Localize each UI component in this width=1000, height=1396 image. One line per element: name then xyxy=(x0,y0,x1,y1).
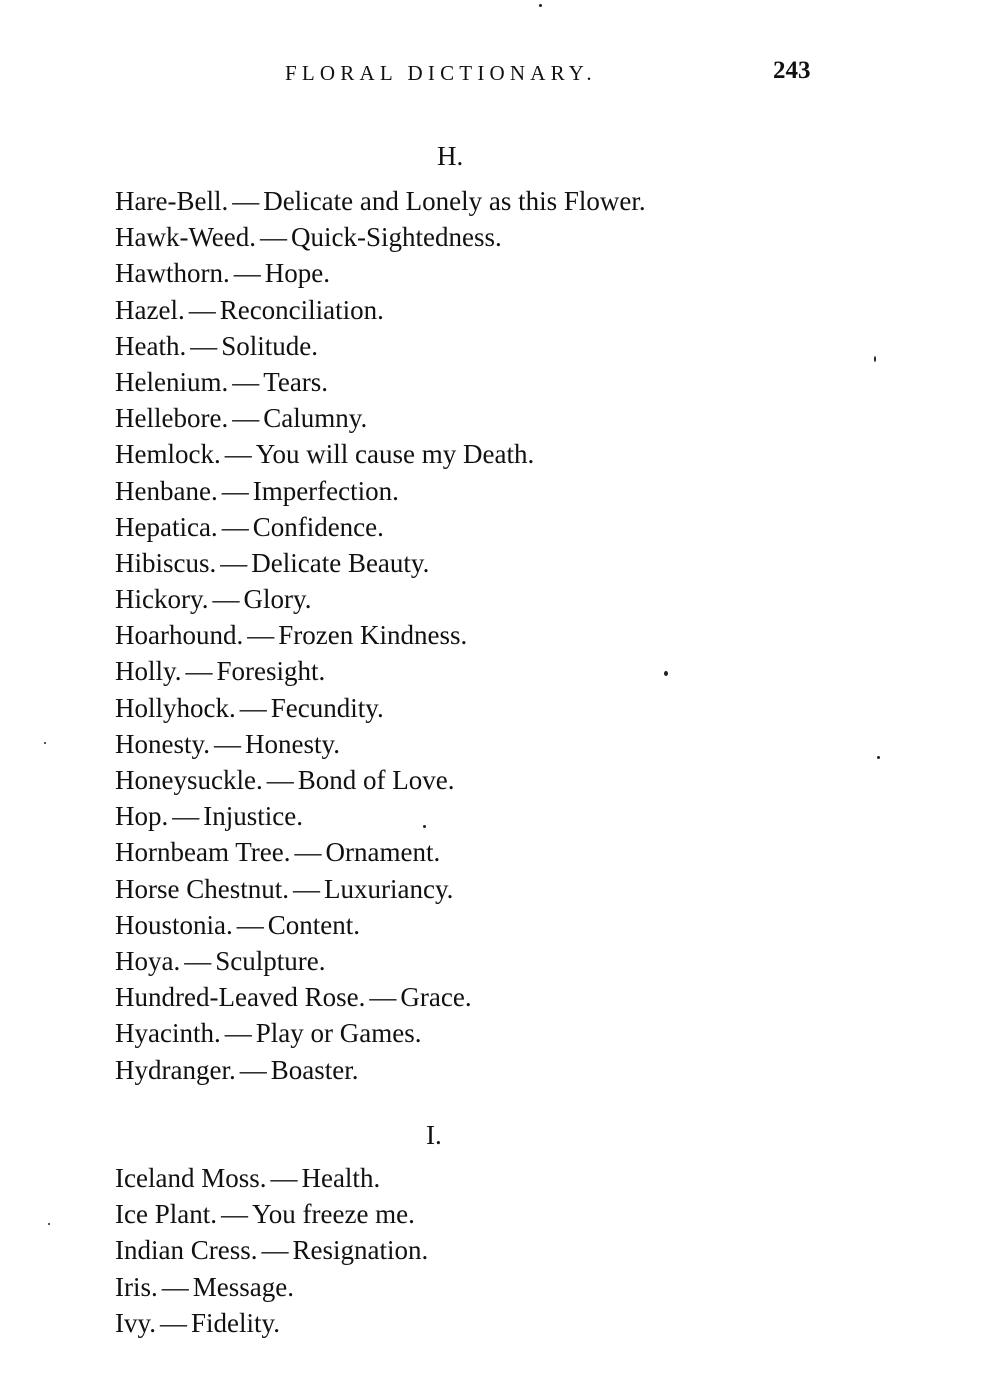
print-speck xyxy=(44,742,46,744)
section-letter-i: I. xyxy=(426,1120,442,1150)
entry-term: Hundred-Leaved Rose. xyxy=(115,982,366,1013)
entry-meaning: Hope. xyxy=(264,258,330,289)
entry-term: Holly. xyxy=(115,656,182,687)
dictionary-entry xyxy=(115,907,646,943)
entry-term: Hare-Bell. xyxy=(115,186,229,216)
entry-meaning: Reconciliation. xyxy=(219,294,384,325)
dictionary-entry xyxy=(115,436,646,472)
entry-term: Hazel. xyxy=(115,294,185,325)
dictionary-entry xyxy=(115,690,646,726)
print-speck xyxy=(877,756,880,759)
entry-term: Hyacinth. xyxy=(115,1018,221,1049)
dictionary-entry xyxy=(115,473,646,509)
entry-term: Houstonia. xyxy=(115,909,233,940)
dictionary-entry xyxy=(115,834,646,870)
dictionary-entry xyxy=(115,509,646,545)
dictionary-entry xyxy=(115,1052,646,1088)
dictionary-entry xyxy=(115,871,646,907)
entry-term: Ivy. xyxy=(115,1307,156,1338)
entry-meaning: You will cause my Death. xyxy=(255,439,535,470)
entry-term: Hornbeam Tree. xyxy=(115,837,291,868)
entry-term: Hoarhound. xyxy=(115,620,244,651)
entry-dash: — xyxy=(214,728,241,759)
entry-dash: — xyxy=(212,584,240,615)
entry-dash: — xyxy=(266,765,294,795)
entry-term: Hemlock. xyxy=(115,439,221,470)
entry-meaning: Foresight. xyxy=(216,656,326,687)
entry-term: Hickory. xyxy=(115,584,209,615)
dictionary-entry xyxy=(115,545,646,581)
dictionary-entry xyxy=(115,255,646,291)
entry-dash: — xyxy=(184,945,212,976)
running-head xyxy=(0,56,1000,90)
dictionary-entry xyxy=(115,943,646,979)
entry-dash: — xyxy=(185,656,213,687)
entry-dash: — xyxy=(172,801,200,832)
entry-meaning: Delicate Beauty. xyxy=(251,547,430,578)
section-letter-h: H. xyxy=(437,141,464,171)
entry-meaning: Injustice. xyxy=(203,801,303,832)
dictionary-entry xyxy=(115,292,646,328)
dictionary-entry xyxy=(115,617,646,653)
entry-list-i xyxy=(115,1160,428,1341)
entry-term: Ice Plant. xyxy=(115,1199,217,1230)
entry-dash: — xyxy=(220,547,248,578)
dictionary-entry xyxy=(115,1305,428,1341)
entry-dash: — xyxy=(232,186,260,216)
dictionary-entry xyxy=(115,183,646,219)
entry-term: Henbane. xyxy=(115,475,218,506)
entry-dash: — xyxy=(232,366,260,397)
entry-dash: — xyxy=(190,330,218,361)
entry-term: Hellebore. xyxy=(115,403,229,434)
entry-meaning: Frozen Kindness. xyxy=(278,620,468,651)
dictionary-entry xyxy=(115,581,646,617)
dictionary-entry xyxy=(115,762,646,798)
entry-dash: — xyxy=(161,1271,189,1302)
print-speck xyxy=(539,4,542,7)
entry-term: Horse Chestnut. xyxy=(115,873,289,904)
entry-term: Hibiscus. xyxy=(115,547,217,578)
entry-dash: — xyxy=(224,1018,252,1049)
entry-term: Hop. xyxy=(115,801,169,832)
dictionary-entry xyxy=(115,1015,646,1051)
print-speck xyxy=(874,356,876,362)
entry-dash: — xyxy=(221,475,249,506)
entry-meaning: Confidence. xyxy=(252,511,384,542)
dictionary-entry xyxy=(115,1269,428,1305)
entry-dash: — xyxy=(261,1235,289,1266)
entry-meaning: You freeze me. xyxy=(251,1199,415,1230)
entry-term: Indian Cress. xyxy=(115,1235,258,1266)
entry-term: Honesty. xyxy=(115,728,210,759)
print-speck xyxy=(423,825,426,828)
entry-dash: — xyxy=(232,403,260,434)
entry-meaning: Glory. xyxy=(243,584,312,615)
dictionary-entry xyxy=(115,364,646,400)
entry-term: Hepatica. xyxy=(115,511,218,542)
entry-dash: — xyxy=(224,439,252,470)
entry-dash: — xyxy=(160,1307,187,1338)
entry-dash: — xyxy=(233,258,261,289)
entry-term: Honeysuckle. xyxy=(115,765,263,795)
dictionary-entry xyxy=(115,653,646,689)
entry-dash: — xyxy=(247,620,275,651)
print-speck xyxy=(664,671,668,676)
entry-term: Hawthorn. xyxy=(115,258,230,289)
entry-term: Hollyhock. xyxy=(115,692,236,723)
entry-term: Hydranger. xyxy=(115,1054,236,1085)
entry-meaning: Tears. xyxy=(263,366,329,397)
entry-dash: — xyxy=(270,1163,298,1193)
entry-term: Hawk-Weed. xyxy=(115,222,257,253)
entry-term: Helenium. xyxy=(115,366,229,397)
entry-meaning: Honesty. xyxy=(245,728,340,759)
entry-term: Heath. xyxy=(115,330,187,361)
dictionary-entry xyxy=(115,798,646,834)
entry-meaning: Content. xyxy=(267,909,360,940)
entry-meaning: Resignation. xyxy=(292,1235,429,1266)
entry-meaning: Ornament. xyxy=(325,837,441,868)
entry-dash: — xyxy=(292,873,320,904)
entry-dash: — xyxy=(369,982,397,1013)
entry-meaning: Quick-Sightedness. xyxy=(291,222,502,253)
entry-dash: — xyxy=(221,511,249,542)
entry-meaning: Solitude. xyxy=(221,330,318,361)
entry-meaning: Imperfection. xyxy=(252,475,399,506)
entry-dash: — xyxy=(239,1054,267,1085)
entry-dash: — xyxy=(220,1199,248,1230)
entry-meaning: Fidelity. xyxy=(191,1307,281,1338)
entry-meaning: Boaster. xyxy=(270,1054,359,1085)
entry-meaning: Fecundity. xyxy=(270,692,384,723)
dictionary-entry xyxy=(115,979,646,1015)
dictionary-entry xyxy=(115,328,646,364)
entry-meaning: Sculpture. xyxy=(215,945,326,976)
entry-dash: — xyxy=(236,909,264,940)
running-title: FLORAL DICTIONARY. xyxy=(285,61,597,85)
print-speck xyxy=(48,1223,50,1225)
entry-meaning: Calumny. xyxy=(263,403,368,434)
page-number: 243 xyxy=(773,57,811,84)
entry-meaning: Delicate and Lonely as this Flower. xyxy=(263,186,646,216)
entry-meaning: Bond of Love. xyxy=(297,765,455,795)
entry-list-h xyxy=(115,183,646,1088)
dictionary-entry xyxy=(115,726,646,762)
entry-term: Iceland Moss. xyxy=(115,1163,267,1193)
dictionary-entry xyxy=(115,219,646,255)
dictionary-entry xyxy=(115,400,646,436)
entry-dash: — xyxy=(239,692,267,723)
entry-dash: — xyxy=(260,222,288,253)
dictionary-entry xyxy=(115,1196,428,1232)
entry-dash: — xyxy=(188,294,216,325)
entry-meaning: Health. xyxy=(301,1163,381,1193)
dictionary-entry xyxy=(115,1160,428,1196)
entry-meaning: Message. xyxy=(192,1271,294,1302)
entry-term: Iris. xyxy=(115,1271,158,1302)
entry-dash: — xyxy=(294,837,322,868)
entry-meaning: Play or Games. xyxy=(255,1018,422,1049)
entry-meaning: Luxuriancy. xyxy=(323,873,454,904)
dictionary-entry xyxy=(115,1232,428,1268)
entry-term: Hoya. xyxy=(115,945,181,976)
entry-meaning: Grace. xyxy=(400,982,472,1013)
